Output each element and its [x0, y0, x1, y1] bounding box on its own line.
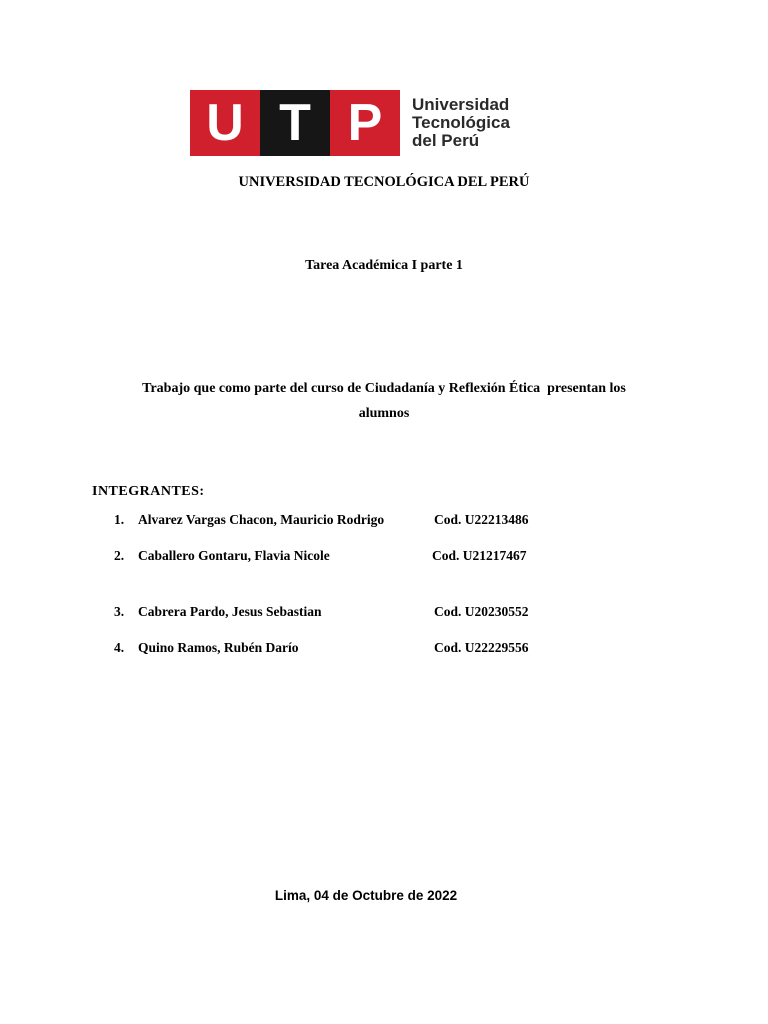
member-number: 2.	[114, 548, 125, 563]
description-line-2: alumnos	[358, 406, 410, 421]
logo-line-2: Tecnológica	[412, 113, 510, 132]
logo-letter-u: U	[190, 90, 260, 156]
member-code: Cod. U21217467	[432, 548, 527, 563]
member-row	[114, 604, 529, 620]
member-row	[114, 548, 527, 564]
members-heading: INTEGRANTES:	[92, 484, 205, 499]
member-code: Cod. U22213486	[434, 512, 529, 527]
member-number: 3.	[114, 604, 125, 619]
logo-wordmark	[400, 90, 510, 156]
place-date: Lima, 04 de Octubre de 2022	[274, 888, 458, 903]
description	[100, 376, 668, 426]
member-name: Cabrera Pardo, Jesus Sebastian	[138, 604, 322, 619]
logo-line-1: Universidad	[412, 95, 510, 114]
utp-logo	[190, 90, 510, 156]
member-name: Caballero Gontaru, Flavia Nicole	[138, 548, 330, 563]
description-line-1: Trabajo que como parte del curso de Ciudadanía y Reflexión Ética presentan los	[142, 381, 626, 396]
member-number: 1.	[114, 512, 125, 527]
logo-letter-p: P	[330, 90, 400, 156]
assignment-title: Tarea Académica I parte 1	[305, 258, 463, 273]
university-title: UNIVERSIDAD TECNOLÓGICA DEL PERÚ	[238, 174, 530, 190]
logo-line-3: del Perú	[412, 131, 480, 150]
member-code: Cod. U20230552	[434, 604, 529, 619]
member-number: 4.	[114, 640, 125, 655]
member-name: Quino Ramos, Rubén Darío	[138, 640, 299, 655]
member-row	[114, 640, 529, 656]
logo-letter-t: T	[260, 90, 330, 156]
member-row	[114, 512, 529, 528]
member-code: Cod. U22229556	[434, 640, 529, 655]
member-name: Alvarez Vargas Chacon, Mauricio Rodrigo	[138, 512, 385, 527]
